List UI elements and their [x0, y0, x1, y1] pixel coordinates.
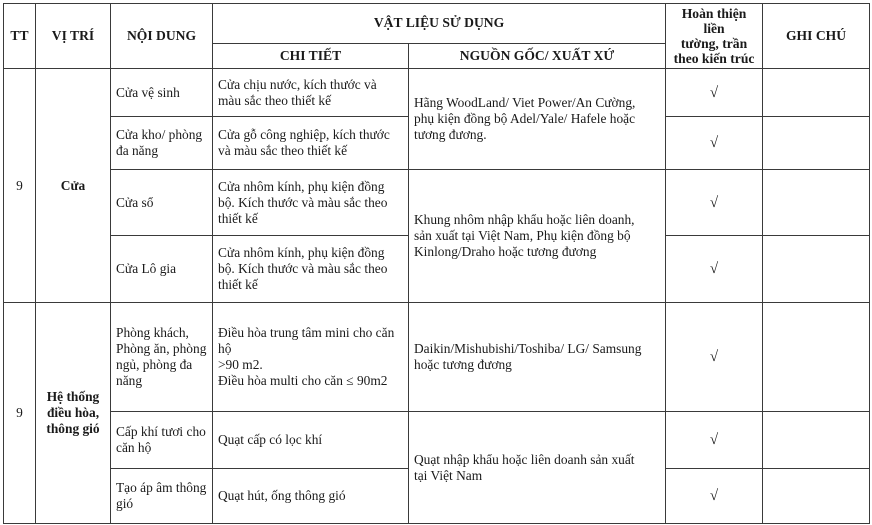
header-chi-tiet: CHI TIẾT	[213, 43, 409, 68]
cell-noi-dung: Cửa sổ	[111, 170, 213, 236]
header-hoan-thien: Hoàn thiện liền tường, trần theo kiến trúc	[666, 4, 763, 69]
material-spec-table	[3, 3, 870, 524]
table-row	[4, 170, 870, 236]
cell-chi-tiet: Quạt cấp có lọc khí	[213, 412, 409, 469]
check-mark: √	[666, 469, 763, 524]
cell-ghi-chu	[763, 469, 870, 524]
header-row	[4, 4, 870, 44]
check-mark: √	[666, 170, 763, 236]
cell-noi-dung: Cửa Lô gia	[111, 236, 213, 303]
cell-chi-tiet: Cửa nhôm kính, phụ kiện đồng bộ. Kích thước và màu sắc theo thiết kế	[213, 236, 409, 303]
cell-nguon-goc: Hãng WoodLand/ Viet Power/An Cường, phụ kiện đồng bộ Adel/Yale/ Hafele hoặc tương đương.	[409, 69, 666, 170]
header-vi-tri: VỊ TRÍ	[36, 4, 111, 69]
check-mark: √	[666, 236, 763, 303]
cell-noi-dung: Cửa vệ sinh	[111, 69, 213, 117]
check-mark: √	[666, 303, 763, 412]
cell-ghi-chu	[763, 303, 870, 412]
header-tt: TT	[4, 4, 36, 69]
cell-vi-tri: Cửa	[36, 69, 111, 303]
header-vat-lieu: VẬT LIỆU SỬ DỤNG	[213, 4, 666, 44]
header-nguon-goc: NGUỒN GỐC/ XUẤT XỨ	[409, 43, 666, 68]
cell-ghi-chu	[763, 170, 870, 236]
cell-noi-dung: Cấp khí tươi cho căn hộ	[111, 412, 213, 469]
cell-ghi-chu	[763, 236, 870, 303]
cell-vi-tri: Hệ thống điều hòa, thông gió	[36, 303, 111, 524]
cell-nguon-goc: Quạt nhập khẩu hoặc liên doanh sản xuất tại Việt Nam	[409, 412, 666, 524]
cell-ghi-chu	[763, 117, 870, 170]
cell-nguon-goc: Daikin/Mishubishi/Toshiba/ LG/ Samsung hoặc tương đương	[409, 303, 666, 412]
cell-noi-dung: Cửa kho/ phòng đa năng	[111, 117, 213, 170]
cell-noi-dung: Phòng khách, Phòng ăn, phòng ngủ, phòng đa năng	[111, 303, 213, 412]
table-row	[4, 69, 870, 117]
cell-nguon-goc: Khung nhôm nhập khẩu hoặc liên doanh, sản xuất tại Việt Nam, Phụ kiện đồng bộ Kinlong/Draho hoặc tương đương	[409, 170, 666, 303]
cell-chi-tiet: Điều hòa trung tâm mini cho căn hộ >90 m2. Điều hòa multi cho căn ≤ 90m2	[213, 303, 409, 412]
cell-ghi-chu	[763, 412, 870, 469]
cell-tt: 9	[4, 303, 36, 524]
cell-chi-tiet: Quạt hút, ống thông gió	[213, 469, 409, 524]
check-mark: √	[666, 412, 763, 469]
table-row	[4, 412, 870, 469]
cell-chi-tiet: Cửa chịu nước, kích thước và màu sắc theo thiết kế	[213, 69, 409, 117]
cell-ghi-chu	[763, 69, 870, 117]
check-mark: √	[666, 69, 763, 117]
table-row	[4, 303, 870, 412]
check-mark: √	[666, 117, 763, 170]
cell-chi-tiet: Cửa nhôm kính, phụ kiện đồng bộ. Kích thước và màu sắc theo thiết kế	[213, 170, 409, 236]
cell-noi-dung: Tạo áp âm thông gió	[111, 469, 213, 524]
cell-tt: 9	[4, 69, 36, 303]
cell-chi-tiet: Cửa gỗ công nghiệp, kích thước và màu sắc theo thiết kế	[213, 117, 409, 170]
header-ghi-chu: GHI CHÚ	[763, 4, 870, 69]
header-noi-dung: NỘI DUNG	[111, 4, 213, 69]
